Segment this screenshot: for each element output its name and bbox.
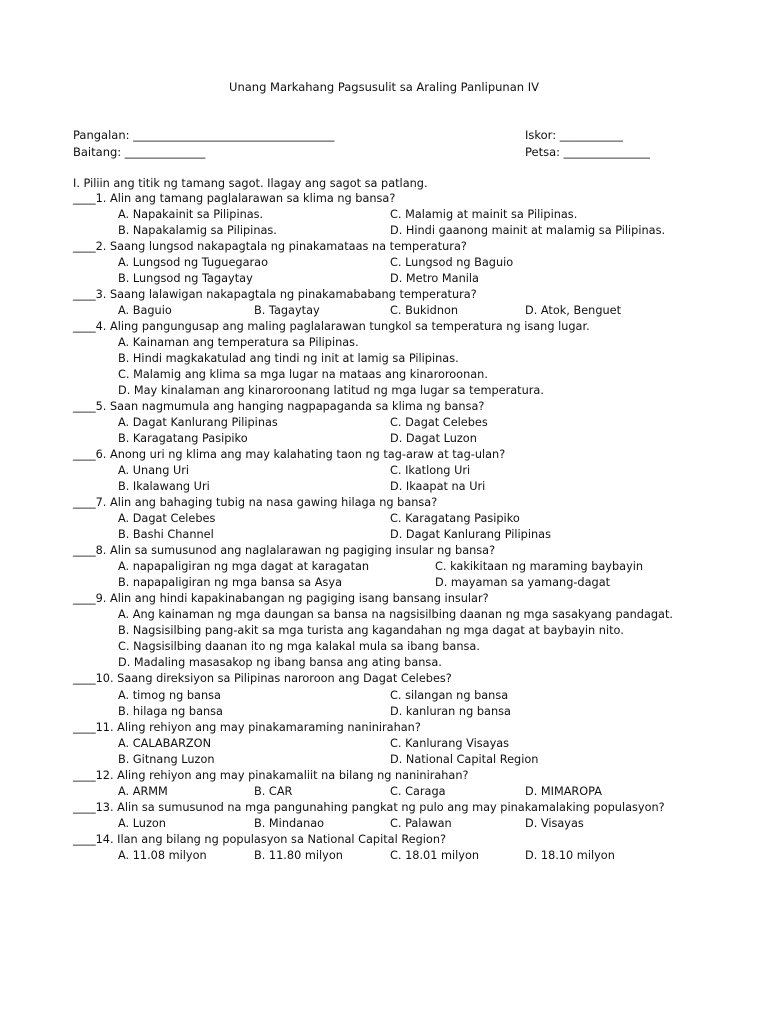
question-10: ____10. Saang direksiyon sa Pilipinas naroroon ang Dagat Celebes? bbox=[73, 672, 452, 685]
q11-option-a: A. CALABARZON bbox=[118, 737, 212, 750]
q7-option-c: C. Karagatang Pasipiko bbox=[390, 512, 520, 525]
q12-option-a: A. ARMM bbox=[118, 785, 168, 798]
q5-option-d: D. Dagat Luzon bbox=[390, 432, 477, 445]
grade-field-label: Baitang: ______________ bbox=[73, 145, 206, 159]
q6-option-d: D. Ikaapat na Uri bbox=[390, 480, 486, 493]
q3-option-a: A. Baguio bbox=[118, 304, 172, 317]
q2-option-b: B. Lungsod ng Tagaytay bbox=[118, 272, 253, 285]
q7-option-d: D. Dagat Kanlurang Pilipinas bbox=[390, 528, 551, 541]
q11-option-c: C. Kanlurang Visayas bbox=[390, 737, 510, 750]
q3-option-b: B. Tagaytay bbox=[254, 304, 320, 317]
question-2: ____2. Saang lungsod nakapagtala ng pinakamataas na temperatura? bbox=[73, 240, 467, 253]
q3-option-d: D. Atok, Benguet bbox=[525, 304, 622, 317]
q4-option-a: A. Kainaman ang temperatura sa Pilipinas. bbox=[118, 336, 359, 349]
q5-option-b: B. Karagatang Pasipiko bbox=[118, 432, 248, 445]
q6-option-b: B. Ikalawang Uri bbox=[118, 480, 210, 493]
q14-option-a: A. 11.08 milyon bbox=[118, 849, 207, 862]
question-11: ____11. Aling rehiyon ang may pinakamaraming naninirahan? bbox=[73, 721, 421, 734]
question-6: ____6. Anong uri ng klima ang may kalahating taon ng tag-araw at tag-ulan? bbox=[73, 448, 506, 461]
q8-option-a: A. napapaligiran ng mga dagat at karagatan bbox=[118, 560, 370, 573]
q8-option-d: D. mayaman sa yamang-dagat bbox=[435, 576, 611, 589]
q4-option-c: C. Malamig ang klima sa mga lugar na mataas ang kinaroroonan. bbox=[118, 368, 488, 381]
instructions: I. Piliin ang titik ng tamang sagot. Ilagay ang sagot sa patlang. bbox=[73, 177, 428, 190]
q3-option-c: C. Bukidnon bbox=[390, 304, 459, 317]
q13-option-c: C. Palawan bbox=[390, 817, 452, 830]
q1-option-a: A. Napakainit sa Pilipinas. bbox=[118, 208, 264, 221]
question-5: ____5. Saan nagmumula ang hanging nagpapaganda sa klima ng bansa? bbox=[73, 400, 485, 413]
question-1: ____1. Alin ang tamang paglalarawan sa klima ng bansa? bbox=[73, 192, 396, 205]
q11-option-b: B. Gitnang Luzon bbox=[118, 753, 215, 766]
q6-option-a: A. Unang Uri bbox=[118, 464, 190, 477]
q1-option-b: B. Napakalamig sa Pilipinas. bbox=[118, 224, 277, 237]
question-8: ____8. Alin sa sumusunod ang naglalarawan ng pagiging insular ng bansa? bbox=[73, 544, 496, 557]
q13-option-a: A. Luzon bbox=[118, 817, 166, 830]
q7-option-b: B. Bashi Channel bbox=[118, 528, 214, 541]
q9-option-c: C. Nagsisilbing daanan ito ng mga kalakal mula sa ibang bansa. bbox=[118, 640, 480, 653]
question-14: ____14. Ilan ang bilang ng populasyon sa National Capital Region? bbox=[73, 833, 446, 846]
q5-option-c: C. Dagat Celebes bbox=[390, 416, 488, 429]
q10-option-c: C. silangan ng bansa bbox=[390, 689, 509, 702]
q8-option-b: B. napapaligiran ng mga bansa sa Asya bbox=[118, 576, 342, 589]
q10-option-d: D. kanluran ng bansa bbox=[390, 705, 511, 718]
q2-option-a: A. Lungsod ng Tuguegarao bbox=[118, 256, 268, 269]
q9-option-d: D. Madaling masasakop ng ibang bansa ang ating bansa. bbox=[118, 656, 442, 669]
q11-option-d: D. National Capital Region bbox=[390, 753, 539, 766]
q7-option-a: A. Dagat Celebes bbox=[118, 512, 216, 525]
q9-option-a: A. Ang kainaman ng mga daungan sa bansa na nagsisilbing daanan ng mga sasakyang pandagat. bbox=[118, 608, 673, 621]
question-9: ____9. Alin ang hindi kapakinabangan ng pagiging isang bansang insular? bbox=[73, 592, 489, 605]
q2-option-c: C. Lungsod ng Baguio bbox=[390, 256, 514, 269]
q14-option-d: D. 18.10 milyon bbox=[525, 849, 615, 862]
score-field-label: Iskor: ___________ bbox=[525, 128, 623, 142]
q4-option-b: B. Hindi magkakatulad ang tindi ng init at lamig sa Pilipinas. bbox=[118, 352, 459, 365]
q1-option-d: D. Hindi gaanong mainit at malamig sa Pilipinas. bbox=[390, 224, 666, 237]
question-13: ____13. Alin sa sumusunod na mga pangunahing pangkat ng pulo ang may pinakamalaking populasyon? bbox=[73, 801, 665, 814]
q8-option-c: C. kakikitaan ng maraming baybayin bbox=[435, 560, 644, 573]
question-12: ____12. Aling rehiyon ang may pinakamaliit na bilang ng naninirahan? bbox=[73, 769, 469, 782]
q12-option-d: D. MIMAROPA bbox=[525, 785, 602, 798]
q13-option-d: D. Visayas bbox=[525, 817, 584, 830]
q14-option-b: B. 11.80 milyon bbox=[254, 849, 343, 862]
q10-option-a: A. timog ng bansa bbox=[118, 689, 221, 702]
q12-option-c: C. Caraga bbox=[390, 785, 446, 798]
q12-option-b: B. CAR bbox=[254, 785, 293, 798]
q14-option-c: C. 18.01 milyon bbox=[390, 849, 480, 862]
exam-title: Unang Markahang Pagsusulit sa Araling Panlipunan IV bbox=[229, 80, 539, 94]
name-field-label: Pangalan: ___________________________________ bbox=[73, 128, 335, 142]
q1-option-c: C. Malamig at mainit sa Pilipinas. bbox=[390, 208, 578, 221]
q4-option-d: D. May kinalaman ang kinaroroonang latitud ng mga lugar sa temperatura. bbox=[118, 384, 544, 397]
q13-option-b: B. Mindanao bbox=[254, 817, 325, 830]
question-7: ____7. Alin ang bahaging tubig na nasa gawing hilaga ng bansa? bbox=[73, 496, 438, 509]
question-3: ____3. Saang lalawigan nakapagtala ng pinakamababang temperatura? bbox=[73, 288, 477, 301]
q10-option-b: B. hilaga ng bansa bbox=[118, 705, 223, 718]
q5-option-a: A. Dagat Kanlurang Pilipinas bbox=[118, 416, 278, 429]
date-field-label: Petsa: _______________ bbox=[525, 145, 650, 159]
question-4: ____4. Aling pangungusap ang maling paglalarawan tungkol sa temperatura ng isang lugar. bbox=[73, 320, 590, 333]
q9-option-b: B. Nagsisilbing pang-akit sa mga turista ang kagandahan ng mga dagat at baybayin nito. bbox=[118, 624, 624, 637]
q2-option-d: D. Metro Manila bbox=[390, 272, 479, 285]
q6-option-c: C. Ikatlong Uri bbox=[390, 464, 471, 477]
